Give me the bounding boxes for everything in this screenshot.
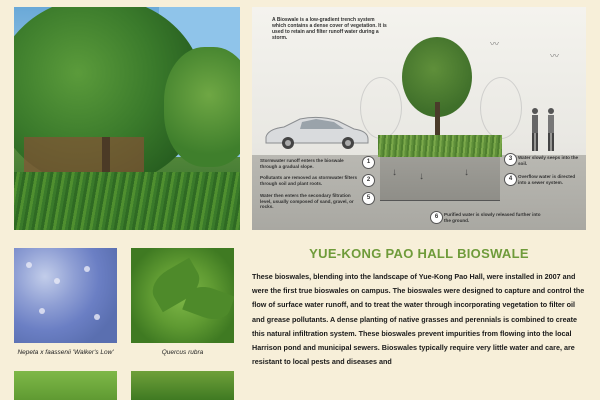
quercus-photo: [131, 248, 234, 343]
tree-canopy-right: [164, 47, 240, 167]
marker-2: 2: [362, 174, 375, 187]
bioswale-photo: [14, 7, 240, 230]
marker-4: 4: [504, 173, 517, 186]
caption-2: Pollutants are removed as stormwater filters through soil and plant roots.: [260, 175, 358, 186]
flower: [54, 278, 60, 284]
person-icon: [546, 107, 556, 153]
flower: [94, 314, 100, 320]
flower: [26, 262, 32, 268]
marker-1: 1: [362, 156, 375, 169]
marker-6: 6: [430, 211, 443, 224]
bioswale-trench: [380, 155, 500, 201]
page-title: YUE-KONG PAO HALL BIOSWALE: [309, 246, 529, 261]
flower: [84, 266, 90, 272]
caption-3: Water slowly seeps into the soil.: [518, 155, 579, 166]
down-arrow-icon: ↓: [392, 167, 397, 178]
diagram-intro: A Bioswale is a low-gradient trench system which contains a dense cover of vegetation. It is used to retain and filter runoff water during a storm.: [272, 17, 387, 41]
person-icon: [530, 107, 540, 153]
marker-5: 5: [362, 192, 375, 205]
down-arrow-icon: ↓: [419, 171, 424, 182]
nepeta-caption: Nepeta x faassenii 'Walker's Low': [17, 349, 114, 356]
plant-photo: [14, 371, 117, 400]
vegetation-layer: [378, 135, 502, 157]
marker-3: 3: [504, 153, 517, 166]
plant-photo: [131, 371, 234, 400]
bioswale-diagram: [252, 7, 586, 230]
grass-planting: [14, 172, 240, 230]
description-text: These bioswales, blending into the landscape of Yue-Kong Pao Hall, were installed in 2007 and were the first true bioswales on campus. The bioswales were designed to capture and control the flow of surface water runoff, and to treat the water through incorporating vegetation to filter oil and grease pollutants. A dense planting of native grasses and perennials is combined to create this natural infiltration system. These bioswales prevent impurities from flowing into the local Harrison pond and municipal sewers. Bioswales typically require very little water and care, are resistant to local pests and diseases and: [252, 272, 585, 367]
caption-4: Overflow water is directed into a sewer system.: [518, 174, 576, 185]
caption-1: Stormwater runoff enters the bioswale through a gradual slope.: [260, 158, 344, 169]
bird-icon: 〰: [550, 51, 560, 61]
quercus-caption: Quercus rubra: [161, 349, 204, 356]
flower: [39, 308, 45, 314]
car-icon: [260, 115, 372, 149]
bare-tree: [480, 77, 522, 139]
caption-5: Water then enters the secondary filtration level, usually composed of sand, gravel, or rocks.: [260, 193, 354, 210]
down-arrow-icon: ↓: [464, 167, 469, 178]
bird-icon: 〰: [490, 39, 500, 49]
caption-6: Purified water is slowly released further into the ground.: [444, 212, 541, 223]
nepeta-photo: [14, 248, 117, 343]
